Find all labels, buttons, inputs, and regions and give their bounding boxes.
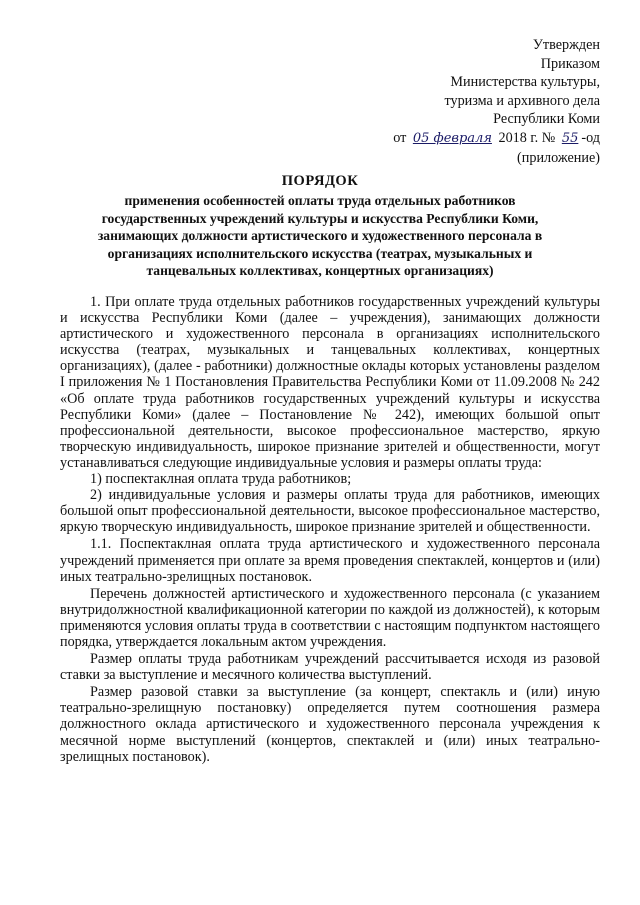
paragraph-rate-size: Размер разовой ставки за выступление (за концерт, спектакль и (или) иную театрально-зрелищную постановку) определяется путем соотношения размера должностного оклада артистического и художественного персонала учреждения к месячной норме выступлений (концертов, спектаклей и (или) иных театрально-зрелищных постановок). <box>60 684 600 765</box>
paragraph-1-1: 1.1. Поспектаклная оплата труда артистического и художественного персонала учреждений применяется при оплате за время проведения спектаклей, концертов и (или) иных театрально-зрелищных постановок. <box>60 536 600 585</box>
approval-date-line <box>393 129 600 149</box>
paragraph-item-2: 2) индивидуальные условия и размеры оплаты труда для работников, имеющих большой опыт профессиональной деятельности, высокое профессиональное мастерство, яркую творческую индивидуальность, широкое признание зрителей и общественности. <box>60 487 600 536</box>
approval-line-appendix: (приложение) <box>517 149 600 166</box>
date-prefix: от <box>393 129 407 146</box>
document-body <box>60 294 600 765</box>
approval-line-order: Приказом <box>540 55 600 72</box>
paragraph-item-1: 1) поспектаклная оплата труда работников; <box>90 471 352 488</box>
approval-line-tourism: туризма и архивного дела <box>444 92 600 109</box>
approval-line-ministry: Министерства культуры, <box>450 74 600 91</box>
handwritten-order-number: 55 <box>561 130 579 146</box>
handwritten-date: 05 февраля <box>412 130 492 146</box>
approval-stamp <box>393 36 600 167</box>
approval-line-approved: Утвержден <box>532 37 600 53</box>
approval-line-republic: Республики Коми <box>493 111 600 128</box>
document-subtitle: применения особенностей оплаты труда отдельных работников государственных учреждений культуры и искусства Республики Коми, занимающих должности артистического и художественного персонала в организациях исполнительского искусства (театрах, музыкальных и танцевальных коллективах, концертных организациях) <box>97 193 543 279</box>
date-year: 2018 г. № <box>498 129 556 146</box>
paragraph-1: 1. При оплате труда отдельных работников государственных учреждений культуры и искусства Республики Коми (далее – учреждения), занимающих должности артистического и художественного персонала в организациях исполнительского искусства (театрах, музыкальных и танцевальных коллективах, концертных организациях), (далее - работники) должностные оклады которых установлены разделом I приложения № 1 Постановления Правительства Республики Коми от 11.09.2008 № 242 «Об оплате труда работников государственных учреждений культуры и искусства Республики Коми» (далее – Постановление № 242), имеющих большой опыт профессиональной деятельности, высокое профессиональное мастерство, яркую творческую индивидуальность, широкое признание зрителей и общественности, могут устанавливаться следующие индивидуальные условия и размеры оплаты труда: <box>60 294 600 471</box>
document-heading <box>95 172 545 280</box>
document-title: ПОРЯДОК <box>281 173 359 189</box>
paragraph-position-list: Перечень должностей артистического и художественного персонала (с указанием внутридолжностной квалификационной категории по каждой из должностей), к которым применяются условия оплаты труда в соответствии с настоящим подпунктом настоящего порядка, утверждается локальным актом учреждения. <box>60 585 600 650</box>
paragraph-payment-size: Размер оплаты труда работникам учреждений рассчитывается исходя из разовой ставки за выступление и месячного количества выступлений. <box>60 651 600 684</box>
order-number-suffix: -од <box>581 129 600 146</box>
